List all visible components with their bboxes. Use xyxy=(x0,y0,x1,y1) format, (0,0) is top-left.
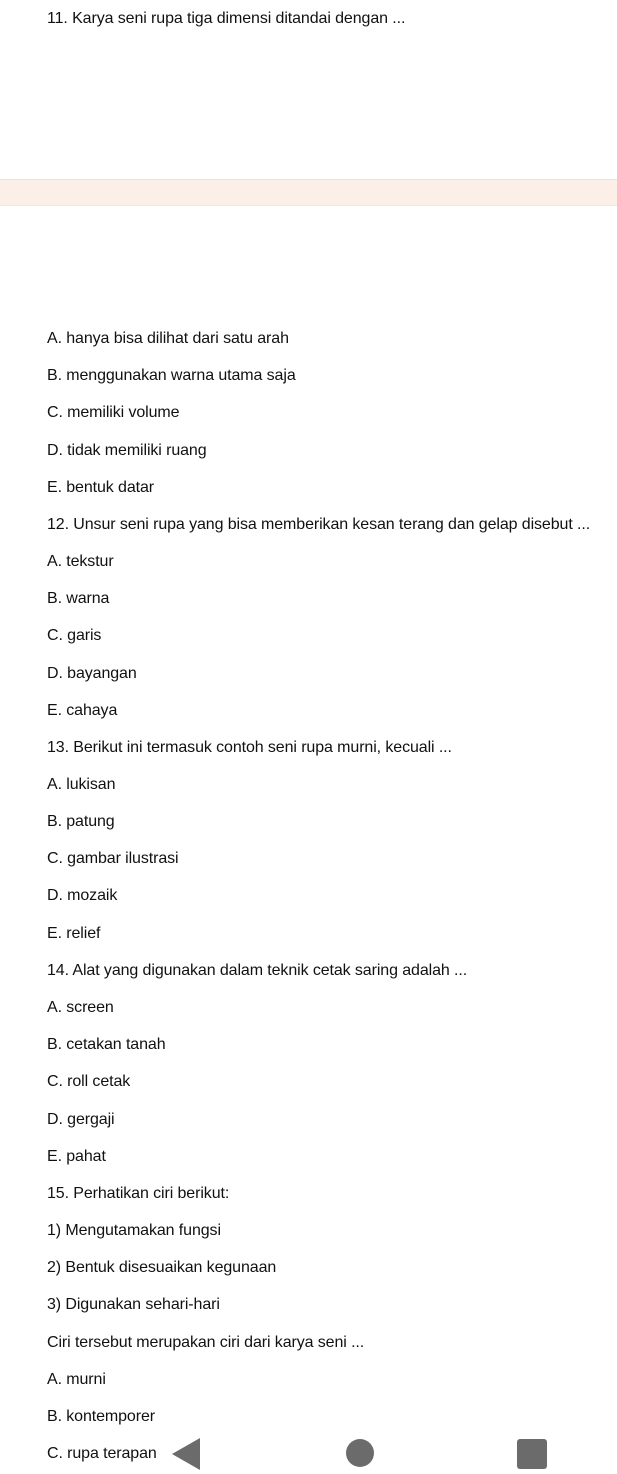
q12-option-b: B. warna xyxy=(47,590,110,607)
question-14-title: 14. Alat yang digunakan dalam teknik cetak saring adalah ... xyxy=(47,962,468,979)
q15-option-c: C. rupa terapan xyxy=(47,1445,157,1462)
q15-item-1: 1) Mengutamakan fungsi xyxy=(47,1222,221,1239)
back-triangle-icon[interactable] xyxy=(171,1438,201,1470)
q11-option-b: B. menggunakan warna utama saja xyxy=(47,367,296,384)
q15-option-a: A. murni xyxy=(47,1371,106,1388)
recents-square-icon[interactable] xyxy=(517,1439,547,1469)
q15-prompt: Ciri tersebut merupakan ciri dari karya seni ... xyxy=(47,1334,365,1351)
highlight-band xyxy=(0,179,617,206)
q12-option-d: D. bayangan xyxy=(47,665,137,682)
home-circle-icon[interactable] xyxy=(346,1439,374,1467)
q14-option-b: B. cetakan tanah xyxy=(47,1036,166,1053)
question-13-title: 13. Berikut ini termasuk contoh seni rupa murni, kecuali ... xyxy=(47,739,452,756)
q13-option-c: C. gambar ilustrasi xyxy=(47,850,179,867)
q13-option-a: A. lukisan xyxy=(47,776,116,793)
q13-option-b: B. patung xyxy=(47,813,115,830)
q14-option-a: A. screen xyxy=(47,999,114,1016)
q11-option-a: A. hanya bisa dilihat dari satu arah xyxy=(47,330,289,347)
q14-option-d: D. gergaji xyxy=(47,1111,115,1128)
q13-option-e: E. relief xyxy=(47,925,101,942)
q11-option-c: C. memiliki volume xyxy=(47,404,180,421)
q13-option-d: D. mozaik xyxy=(47,887,118,904)
q15-item-3: 3) Digunakan sehari-hari xyxy=(47,1296,220,1313)
q12-option-a: A. tekstur xyxy=(47,553,114,570)
q11-option-e: E. bentuk datar xyxy=(47,479,155,496)
q11-option-d: D. tidak memiliki ruang xyxy=(47,442,207,459)
question-15-title: 15. Perhatikan ciri berikut: xyxy=(47,1185,230,1202)
question-12-title: 12. Unsur seni rupa yang bisa memberikan kesan terang dan gelap disebut ... xyxy=(47,516,591,533)
q12-option-c: C. garis xyxy=(47,627,102,644)
question-11-title: 11. Karya seni rupa tiga dimensi ditandai dengan ... xyxy=(47,10,406,27)
q12-option-e: E. cahaya xyxy=(47,702,118,719)
q15-option-b: B. kontemporer xyxy=(47,1408,155,1425)
q15-item-2: 2) Bentuk disesuaikan kegunaan xyxy=(47,1259,277,1276)
q14-option-e: E. pahat xyxy=(47,1148,106,1165)
q14-option-c: C. roll cetak xyxy=(47,1073,131,1090)
